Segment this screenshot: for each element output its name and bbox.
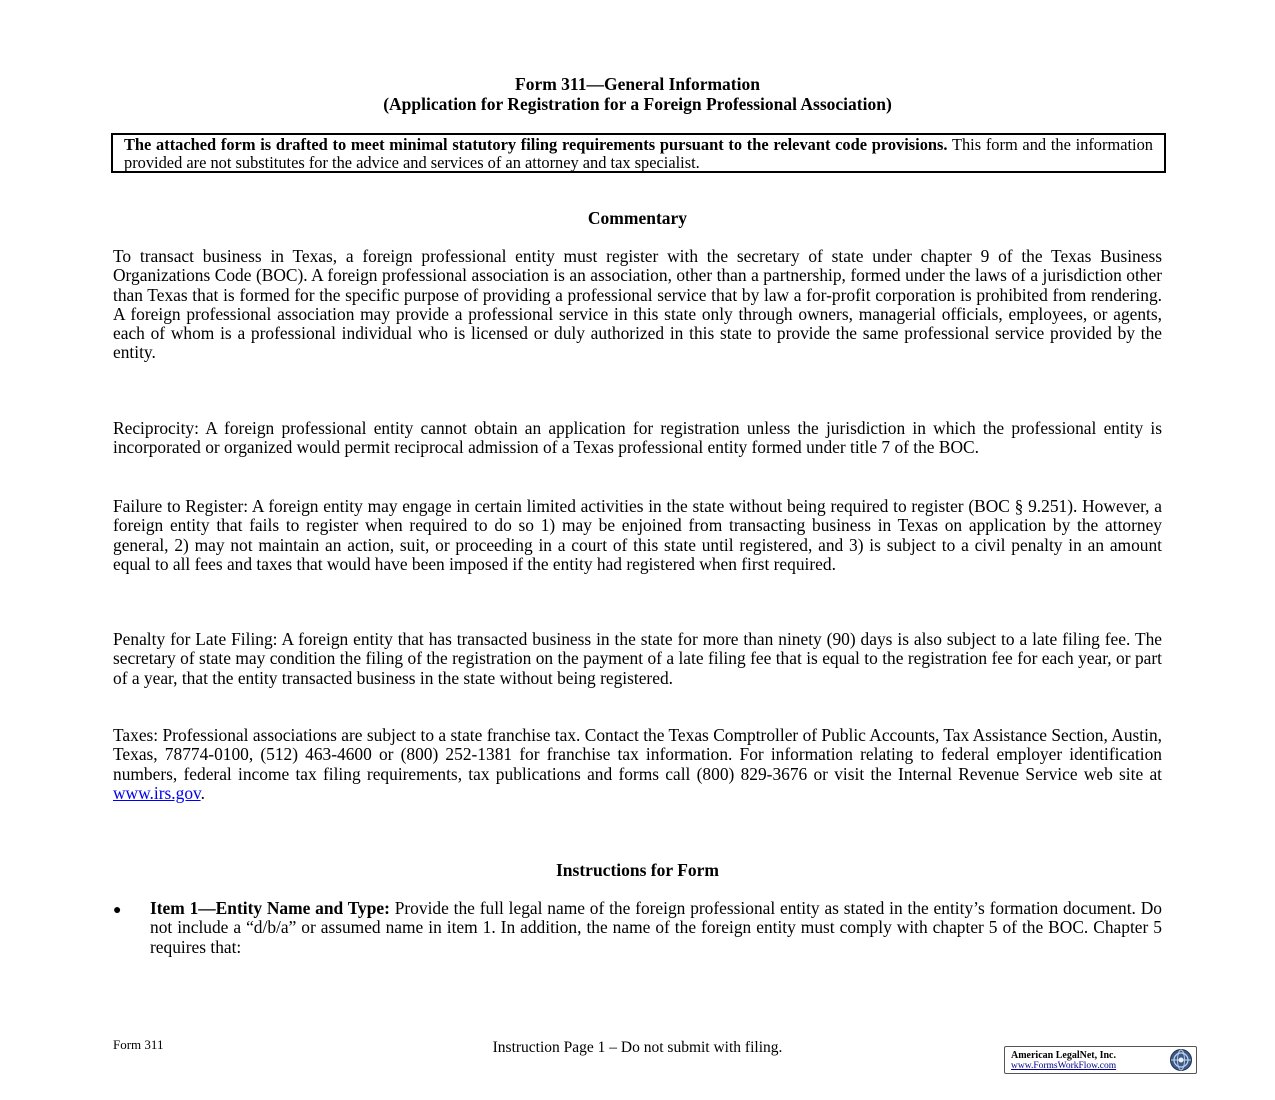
footer-page-note: Instruction Page 1 – Do not submit with filing.	[492, 1039, 783, 1056]
instruction-item-1-text	[150, 899, 1162, 957]
logo-company-name: American LegalNet, Inc.	[1011, 1050, 1116, 1061]
instructions-heading: Instructions for Form	[556, 860, 719, 880]
form-subtitle: (Application for Registration for a Foreign Professional Association)	[383, 94, 892, 114]
failure-to-register-paragraph: Failure to Register: A foreign entity may engage in certain limited activities in the state without being required to register (BOC § 9.251). However, a foreign entity that fails to register when required to do so 1) may be enjoined from transacting business in Texas on application by the attorney general, 2) may not maintain an action, suit, or proceeding in a court of this state until registered, and 3) is subject to a civil penalty in an amount equal to all fees and taxes that would have been imposed if the entity had registered when first required.	[113, 496, 1162, 574]
logo-url[interactable]: www.FormsWorkFlow.com	[1011, 1061, 1117, 1071]
american-legalnet-logo[interactable]	[1004, 1046, 1197, 1074]
commentary-heading: Commentary	[587, 208, 688, 228]
instruction-item-1-body: Provide the full legal name of the foreign professional entity as stated in the entity’s formation document. Do not include a “d/b/a” or assumed name in item 1. In addition, the name of the foreign entity must comply with chapter 5 of the BOC. Chapter 5 requires that:	[150, 898, 1162, 957]
bullet-icon: ●	[113, 903, 122, 918]
globe-icon	[1169, 1048, 1193, 1072]
irs-link[interactable]: www.irs.gov	[113, 782, 201, 803]
footer-form-label: Form 311	[113, 1037, 164, 1052]
disclaimer-box	[111, 133, 1166, 173]
commentary-intro-paragraph: To transact business in Texas, a foreign professional entity must register with the secretary of state under chapter 9 of the Texas Business Organizations Code (BOC). A foreign professional association is an association, other than a partnership, formed under the laws of a jurisdiction other than Texas that is formed for the specific purpose of providing a professional service that by law a for-profit corporation is prohibited from rendering. A foreign professional association may provide a professional service in this state only through owners, managerial officials, employees, or agents, each of whom is a professional individual who is licensed or duly authorized in this state to provide the same professional service provided by the entity.	[113, 246, 1162, 363]
instruction-item-1	[113, 899, 1162, 957]
disclaimer-bold-text: The attached form is drafted to meet minimal statutory filing requirements pursuant to the relevant code provisions.	[124, 135, 948, 154]
instruction-item-1-label: Item 1—Entity Name and Type:	[150, 898, 390, 918]
taxes-paragraph	[113, 726, 1162, 803]
taxes-end: .	[200, 782, 205, 803]
reciprocity-paragraph: Reciprocity: A foreign professional entity cannot obtain an application for registration unless the jurisdiction in which the professional entity is incorporated or organized would permit reciprocal admission of a Texas professional entity formed under title 7 of the BOC.	[113, 418, 1162, 458]
taxes-text: Taxes: Professional associations are subject to a state franchise tax. Contact the Texas Comptroller of Public Accounts, Tax Assistance Section, Austin, Texas, 78774-0100, (512) 463-4600 or (800) 252-1381 for franchise tax information. For information relating to federal employer identification numbers, federal income tax filing requirements, tax publications and forms call (800) 829-3676 or visit the Internal Revenue Service web site at	[113, 725, 1162, 784]
disclaimer-text: This form and the information provided are not substitutes for the advice and services of an attorney and tax specialist.	[124, 135, 1153, 172]
late-filing-penalty-paragraph: Penalty for Late Filing: A foreign entity that has transacted business in the state for more than ninety (90) days is also subject to a late filing fee. The secretary of state may condition the filing of the registration on the payment of a late filing fee that is equal to the registration fee for each year, or part of a year, that the entity transacted business in the state without being registered.	[113, 629, 1162, 688]
form-title: Form 311—General Information	[515, 74, 760, 94]
